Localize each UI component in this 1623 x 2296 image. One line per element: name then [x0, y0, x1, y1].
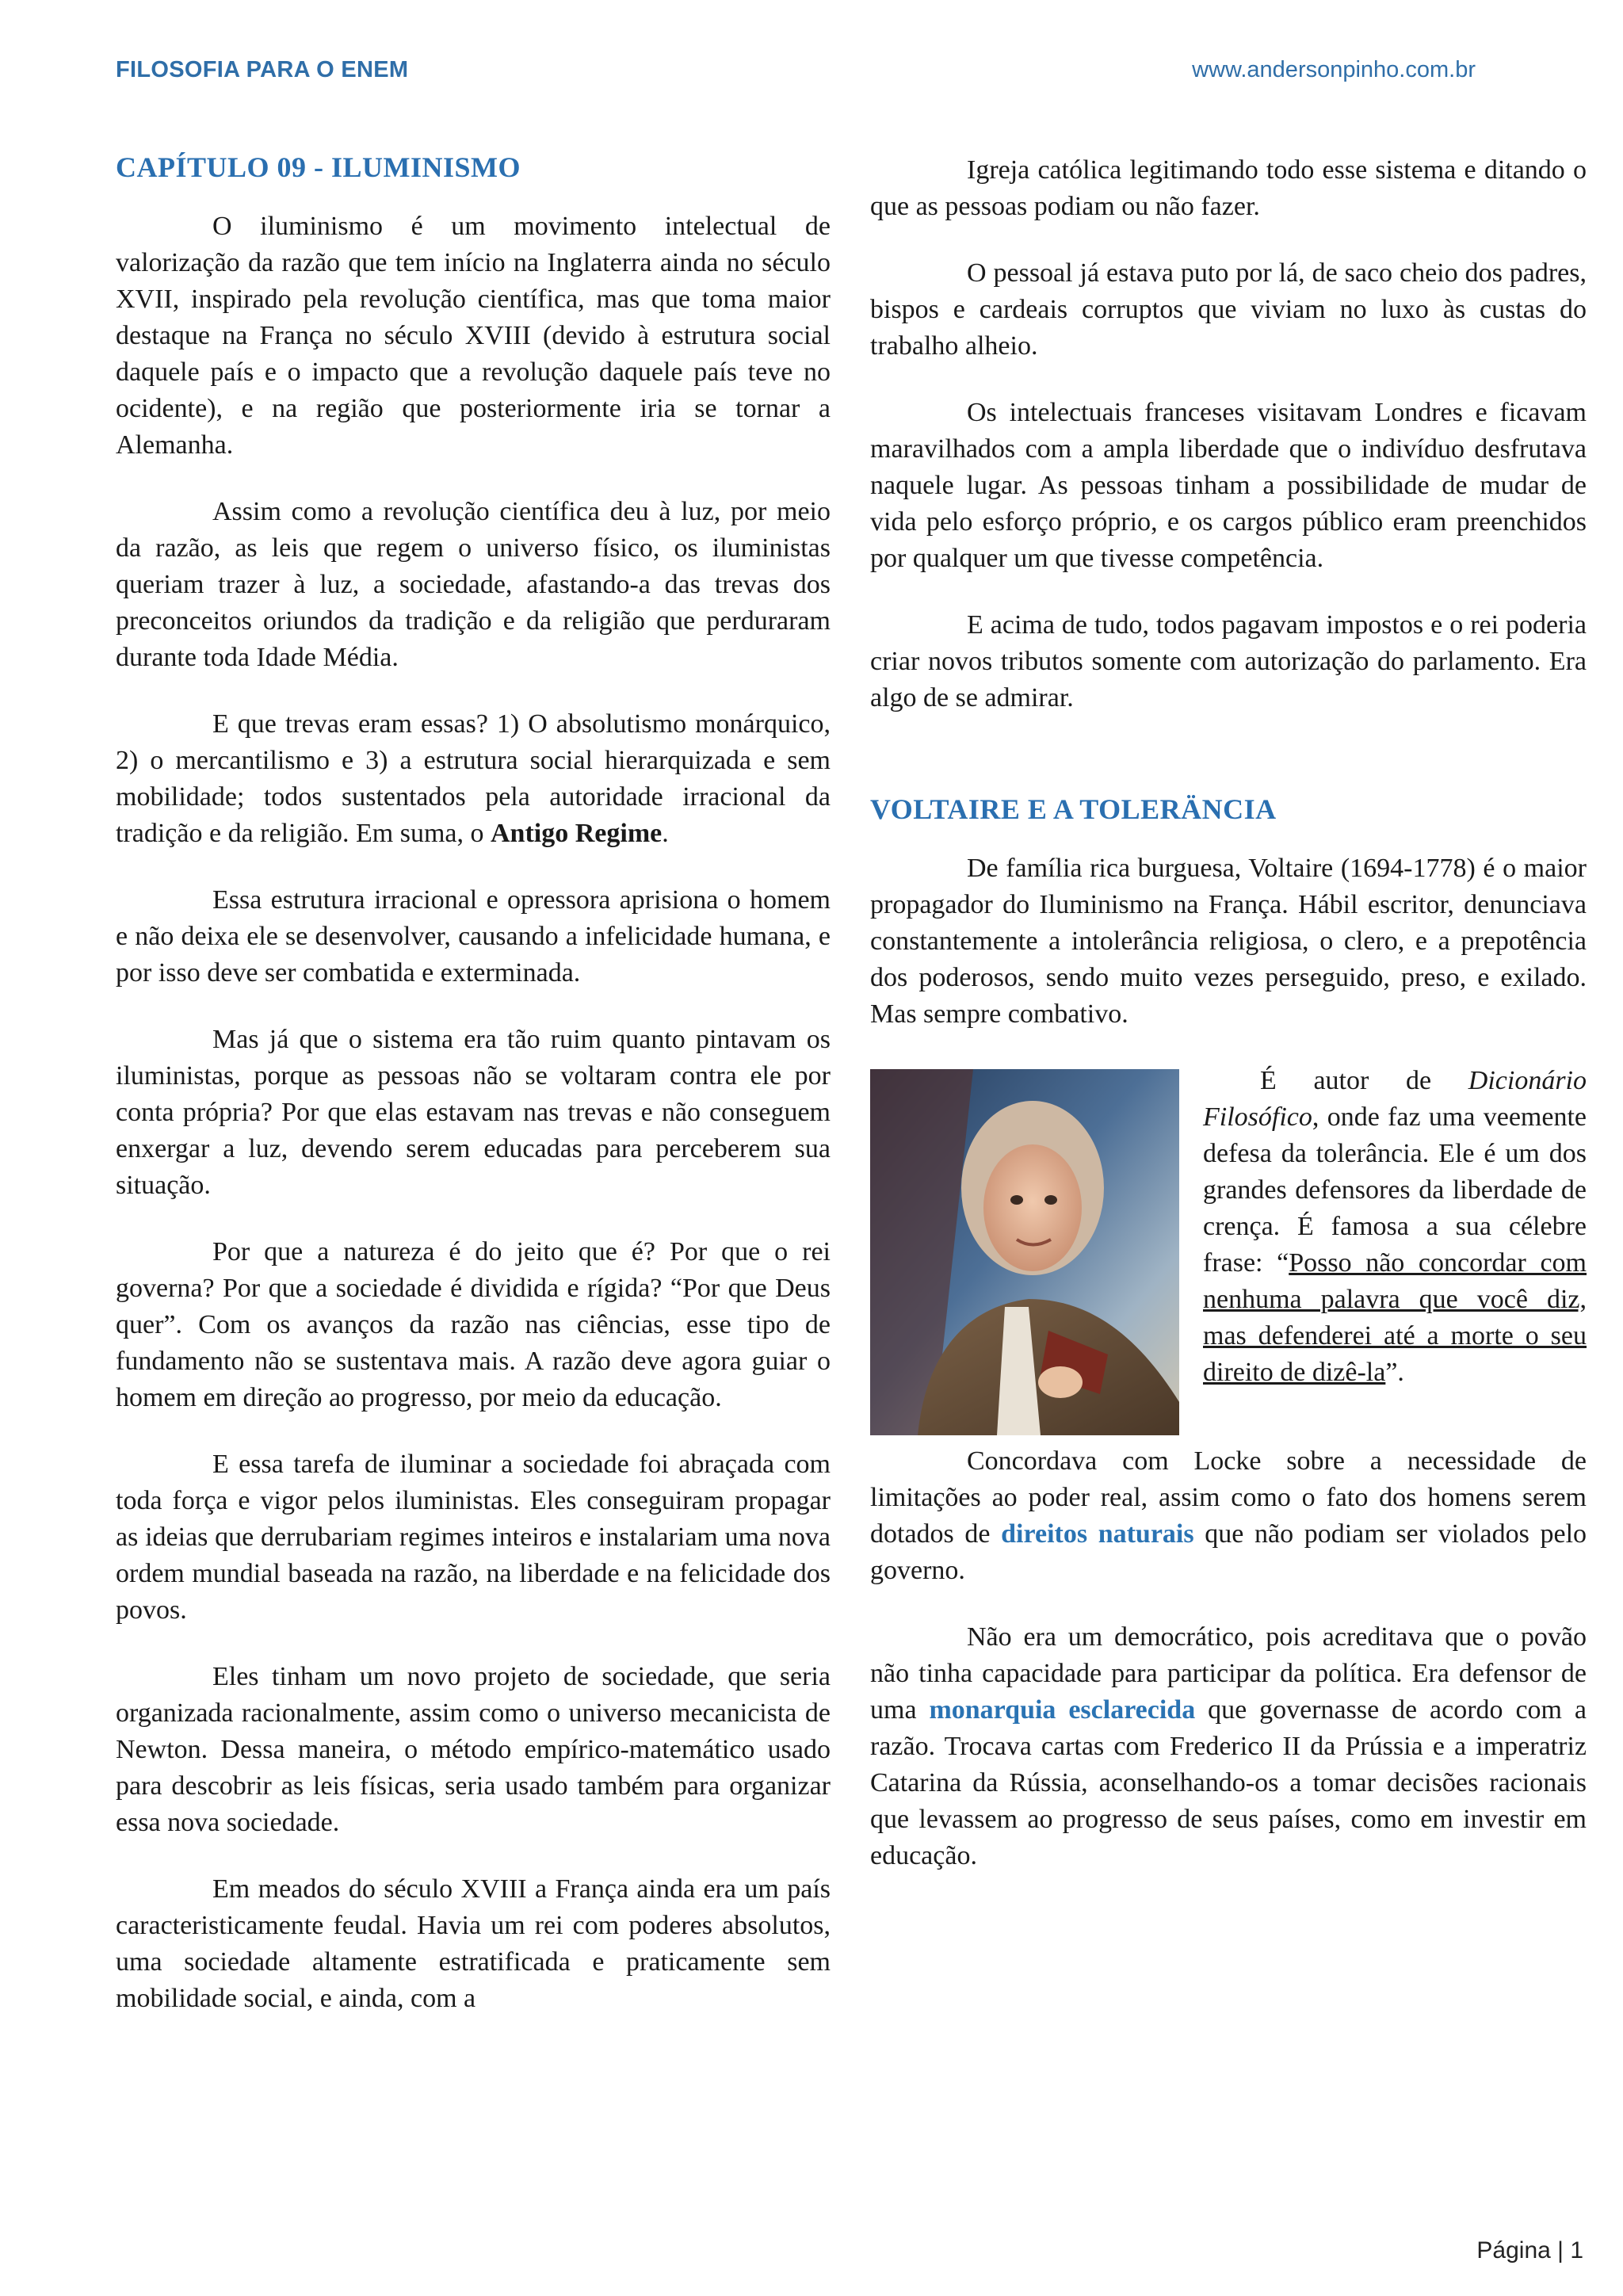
- paragraph: E que trevas eram essas? 1) O absolutismo monárquico, 2) o mercantilismo e 3) a estrutura social hierarquizada e sem mobilidade; todos sustentados pela autoridade irracional da tradição e da religião. Em suma, o Antigo Regime.: [116, 709, 831, 849]
- antigo-regime-term: Antigo Regime: [491, 819, 663, 849]
- paragraph: Assim como a revolução científica deu à luz, por meio da razão, as leis que regem o universo físico, os iluministas queriam trazer à luz, a sociedade, afastando-a das trevas dos preconceitos oriundos da tradição e da religião que perduraram durante toda Idade Média.: [116, 497, 831, 673]
- direitos-naturais-term: direitos naturais: [1001, 1519, 1194, 1549]
- paragraph: Eles tinham um novo projeto de sociedade, que seria organizada racionalmente, assim como o universo mecanicista de Newton. Dessa maneira, o método empírico-matemático usado para descobrir as leis físicas, seria usado também para organizar essa nova sociedade.: [116, 1662, 831, 1838]
- left-column: [116, 151, 831, 2047]
- book-title: Dicionário Filosófico: [1203, 1066, 1587, 1133]
- voltaire-portrait-drawing: [870, 1069, 1179, 1435]
- paragraph: Os intelectuais franceses visitavam Londres e ficavam maravilhados com a ampla liberdade que o indivíduo desfrutava naquele lugar. As pessoas tinham a possibilidade de mudar de vida pelo esforço próprio, e os cargos público eram preenchidos por qualquer um que tivesse competência.: [870, 398, 1587, 573]
- paragraph: E acima de tudo, todos pagavam impostos e o rei poderia criar novos tributos somente com autorização do parlamento. Era algo de se admirar.: [870, 610, 1587, 712]
- paragraph: Igreja católica legitimando todo esse sistema e ditando o que as pessoas podiam ou não fazer.: [870, 155, 1587, 221]
- paragraph: Essa estrutura irracional e opressora aprisiona o homem e não deixa ele se desenvolver, causando a infelicidade humana, e por isso deve ser combatida e exterminada.: [116, 885, 831, 988]
- right-column: [870, 152, 1587, 1904]
- paragraph: Em meados do século XVIII a França ainda era um país caracteristicamente feudal. Havia um rei com poderes absolutos, uma sociedade altamente estratificada e praticamente sem mobilidade social, e ainda, com a: [116, 1874, 831, 2014]
- paragraph: Por que a natureza é do jeito que é? Por que o rei governa? Por que a sociedade é dividida e rígida? “Por que Deus quer”. Com os avanços da razão nas ciências, esse tipo de fundamento não se sustentava mais. A razão deve agora guiar o homem em direção ao progresso, por meio da educação.: [116, 1237, 831, 1413]
- page-number: 1: [1570, 2237, 1583, 2264]
- paragraph: De família rica burguesa, Voltaire (1694-1778) é o maior propagador do Iluminismo na França. Hábil escritor, denunciava constantemente a intolerância religiosa, o clero, e a prepotência dos poderosos, sendo muito vezes perseguido, preso, e exilado. Mas sempre combativo.: [870, 854, 1587, 1030]
- famous-quote: Posso não concordar com nenhuma palavra que você diz, mas defenderei até a morte o seu direito de dizê-la: [1203, 1248, 1587, 1388]
- paragraph-dicionario: É autor de Dicionário Filosófico, onde faz uma veemente defesa da tolerância. Ele é um dos grandes defensores da liberdade de crença. É famosa a sua célebre frase: “Posso não concordar com nenhuma palavra que você diz, mas defenderei até a morte o seu direito de dizê-la”.: [1203, 1066, 1587, 1388]
- paragraph: O iluminismo é um movimento intelectual de valorização da razão que tem início na Inglaterra ainda no século XVII, inspirado pela revolução científica, mas que toma maior destaque na França no século XVIII (devido à estrutura social daquele país e o impacto que a revolução daquele país teve no ocidente), e na região que posteriormente iria se tornar a Alemanha.: [116, 212, 831, 460]
- voltaire-portrait-image: [870, 1069, 1179, 1435]
- paragraph: Concordava com Locke sobre a necessidade de limitações ao poder real, assim como o fato dos homens serem dotados de direitos naturais que não podiam ser violados pelo governo.: [870, 1446, 1587, 1586]
- page-separator: |: [1557, 2237, 1564, 2264]
- chapter-title: CAPÍTULO 09 - ILUMINISMO: [116, 151, 521, 183]
- portrait-block: [870, 1063, 1587, 1443]
- section-title: VOLTAIRE E A TOLERÄNCIA: [870, 793, 1277, 825]
- header-title: FILOSOFIA PARA O ENEM: [116, 57, 409, 82]
- paragraph: O pessoal já estava puto por lá, de saco cheio dos padres, bispos e cardeais corruptos que viviam no luxo às custas do trabalho alheio.: [870, 258, 1587, 361]
- monarquia-esclarecida-term: monarquia esclarecida: [929, 1695, 1196, 1725]
- paragraph: Não era um democrático, pois acreditava que o povão não tinha capacidade para participar da política. Era defensor de uma monarquia esclarecida que governasse de acordo com a razão. Trocava cartas com Frederico II da Prússia e a imperatriz Catarina da Rússia, aconselhando-os a tomar decisões racionais que levassem ao progresso de seus países, como em investir em educação.: [870, 1622, 1587, 1871]
- page-footer: [1476, 2237, 1583, 2264]
- paragraph: E essa tarefa de iluminar a sociedade foi abraçada com toda força e vigor pelos iluministas. Eles conseguiram propagar as ideias que derrubariam regimes inteiros e instalariam uma nova ordem mundial baseada na razão, na liberdade e na felicidade dos povos.: [116, 1450, 831, 1626]
- page-label: Página: [1476, 2237, 1551, 2264]
- header-website-link[interactable]: www.andersonpinho.com.br: [1192, 57, 1476, 82]
- paragraph: Mas já que o sistema era tão ruim quanto pintavam os iluministas, porque as pessoas não se voltaram contra ele por conta própria? Por que elas estavam nas trevas e não conseguem enxergar a luz, devendo serem educadas para perceberem sua situação.: [116, 1025, 831, 1201]
